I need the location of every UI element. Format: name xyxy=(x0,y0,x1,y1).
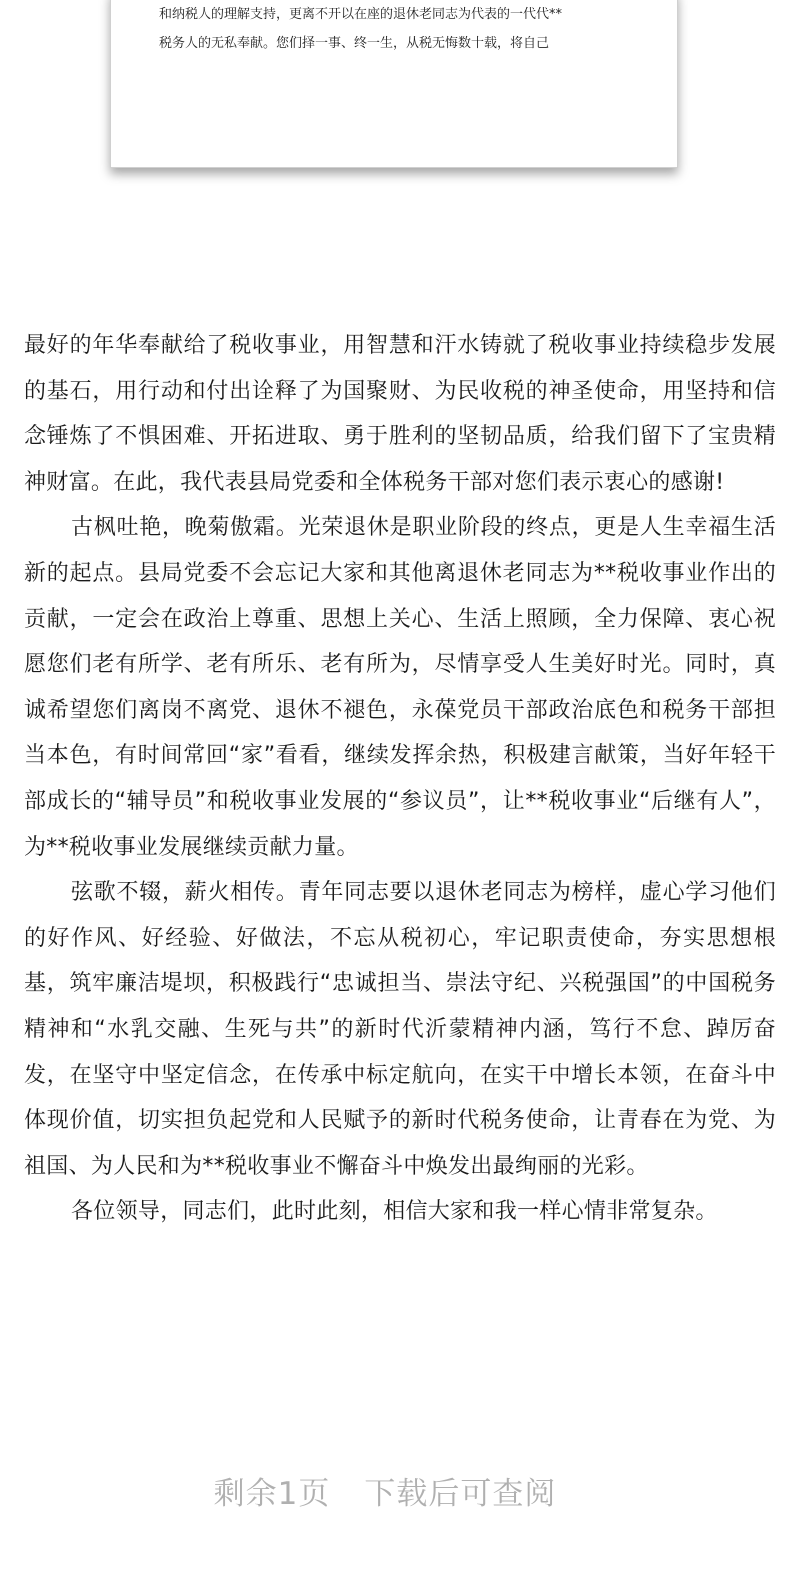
paragraph-continued: 最好的年华奉献给了税收事业，用智慧和汗水铸就了税收事业持续稳步发展的基石，用行动和付出诠释了为国聚财、为民收税的神圣使命，用坚持和信念锤炼了不惧困难、开拓进取、勇于胜利的坚韧品质，给我们留下了宝贵精神财富。在此，我代表县局党委和全体税务干部对您们表示衷心的感谢! xyxy=(24,333,776,495)
preview-page-card xyxy=(110,0,678,168)
paragraph-retirement: 古枫吐艳，晚菊傲霜。光荣退休是职业阶段的终点，更是人生幸福生活新的起点。县局党委不会忘记大家和其他离退休老同志为**税收事业作出的贡献，一定会在政治上尊重、思想上关心、生活上照顾，全力保障、衷心祝愿您们老有所学、老有所乐、老有所为，尽情享受人生美好时光。同时，真诚希望您们离岗不离党、退休不褪色，永葆党员干部政治底色和税务干部担当本色，有时间常回“家”看看，继续发挥余热，积极建言献策，当好年轻干部成长的“辅导员”和税收事业发展的“参议员”，让**税收事业“后继有人”，为**税收事业发展继续贡献力量。 xyxy=(24,515,776,860)
paragraph-youth: 弦歌不辍，薪火相传。青年同志要以退休老同志为榜样，虚心学习他们的好作风、好经验、好做法，不忘从税初心，牢记职责使命，夯实思想根基，筑牢廉洁堤坝，积极践行“忠诚担当、崇法守纪、兴税强国”的中国税务精神和“水乳交融、生死与共”的新时代沂蒙精神内涵，笃行不怠、踔厉奋发，在坚守中坚定信念，在传承中标定航向，在实干中增长本领，在奋斗中体现价值，切实担负起党和人民赋予的新时代税务使命，让青春在为党、为祖国、为人民和为**税收事业不懈奋斗中焕发出最绚丽的光彩。 xyxy=(24,880,776,1179)
remaining-pages-text: 剩余1页 xyxy=(213,1476,331,1512)
preview-line-1: 和纳税人的理解支持，更离不开以在座的退休老同志为代表的一代代** xyxy=(159,7,563,22)
document-body xyxy=(24,323,776,1235)
preview-line-2: 税务人的无私奉献。您们择一事、终一生，从税无悔数十载，将自己 xyxy=(159,36,550,51)
download-to-view-text: 下载后可查阅 xyxy=(364,1476,557,1512)
download-prompt[interactable] xyxy=(0,1468,770,1513)
paragraph-closing: 各位领导，同志们，此时此刻，相信大家和我一样心情非常复杂。 xyxy=(71,1199,718,1225)
